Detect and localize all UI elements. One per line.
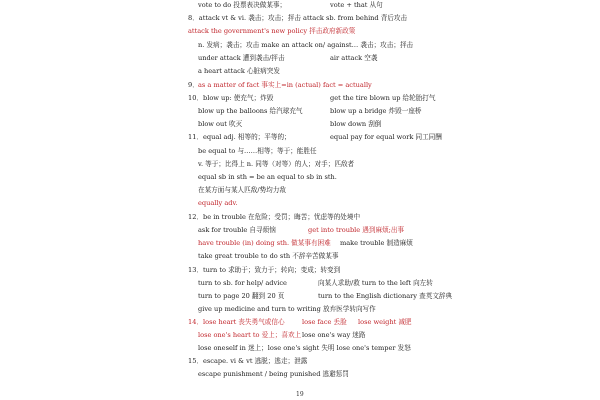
text-line: a heart attack 心脏病突发 xyxy=(198,67,280,75)
text-line: ask for trouble 自寻烦恼 xyxy=(198,226,276,234)
text-line: equal sb in sth = be an equal to sb in sth. xyxy=(198,173,337,181)
text-line: under attack 遭到袭击/抨击 xyxy=(198,54,285,62)
text-line: 13．turn to 求助于；致力于；转向；变成；转变到 xyxy=(188,266,341,274)
text-line: take great trouble to do sth 不辞辛苦做某事 xyxy=(198,252,339,260)
text-line: turn to page 20 翻到 20 页 xyxy=(198,292,285,300)
text-line: vote + that 从句 xyxy=(330,1,383,9)
text-line: lose one's way 迷路 xyxy=(302,331,366,339)
text-line-highlight: have trouble (in) doing sth. 做某事有困难 xyxy=(198,239,331,247)
text-line-highlight: attack the government's new policy 抨击政府新政策 xyxy=(188,27,356,35)
text-line: lose oneself in 迷上；lose one's sight 失明 lose one's temper 发怒 xyxy=(198,344,411,352)
text-line: 8．attack vt & vi. 袭击；攻击；抨击 attack sb. from behind 背后攻击 xyxy=(188,14,408,22)
text-line: 10．blow up: 使充气；炸毁 xyxy=(188,94,274,102)
text-line: 15．escape. vi & vt 逃脱；逃走；泄露 xyxy=(188,357,308,365)
text-line-highlight: get into trouble 遇到麻烦;出事 xyxy=(308,226,405,234)
text-line: give up medicine and turn to writing 放弃医学转向写作 xyxy=(198,305,376,313)
text-line-highlight: lose one's heart to 爱上；喜欢上 xyxy=(198,331,302,339)
text-line: turn to sb. for help/ advice xyxy=(198,279,287,287)
text-line: vote to do 投票表决做某事； xyxy=(198,1,287,9)
text-line-highlight: 14．lose heart 丧失勇气或信心 xyxy=(188,318,285,326)
page-number: 19 xyxy=(296,391,304,398)
text-line: turn to the English dictionary 查英文辞典 xyxy=(318,292,453,300)
text-line: blow up a bridge 炸毁一座桥 xyxy=(330,107,422,115)
text-line-highlight: lose face 丢脸 xyxy=(302,318,347,326)
text-line: blow up the balloons 给汽球充气 xyxy=(198,107,303,115)
text-line: 在某方面与某人匹敌/势均力敌 xyxy=(198,186,286,194)
text-line: get the tire blown up 给轮胎打气 xyxy=(330,94,436,102)
text-line-highlight: equally adv. xyxy=(198,199,238,207)
text-line: be equal to 与……相等；等于；能胜任 xyxy=(198,147,317,155)
text-line: blow down 刮倒 xyxy=(330,120,382,128)
text-line: 11．equal adj. 相等的；平等的； xyxy=(188,133,291,141)
text-line: blow out 吹灭 xyxy=(198,120,243,128)
text-line: 9． xyxy=(188,81,199,89)
text-line-highlight: as a matter of fact 事实上=in (actual) fact = actually xyxy=(198,81,372,89)
text-line: make trouble 制造麻烦 xyxy=(340,239,413,247)
text-line-highlight: lose weight 减肥 xyxy=(358,318,412,326)
text-line: 12．be in trouble 在危险；受罚；晦苦；忧虑等的处境中 xyxy=(188,213,361,221)
text-line: 向某人求助/救 turn to the left 向左转 xyxy=(318,279,433,287)
text-line: n. 发病；袭击；攻击 make an attack on/ against… 袭击；攻击；抨击 xyxy=(198,41,414,49)
text-line: equal pay for equal work 同工同酬 xyxy=(330,133,442,141)
text-line: escape punishment / being punished 逃避惩罚 xyxy=(198,370,349,378)
text-line: v. 等于；比得上 n. 同等（对等）的人；对手；匹敌者 xyxy=(198,160,355,168)
text-line: air attack 空袭 xyxy=(330,54,378,62)
